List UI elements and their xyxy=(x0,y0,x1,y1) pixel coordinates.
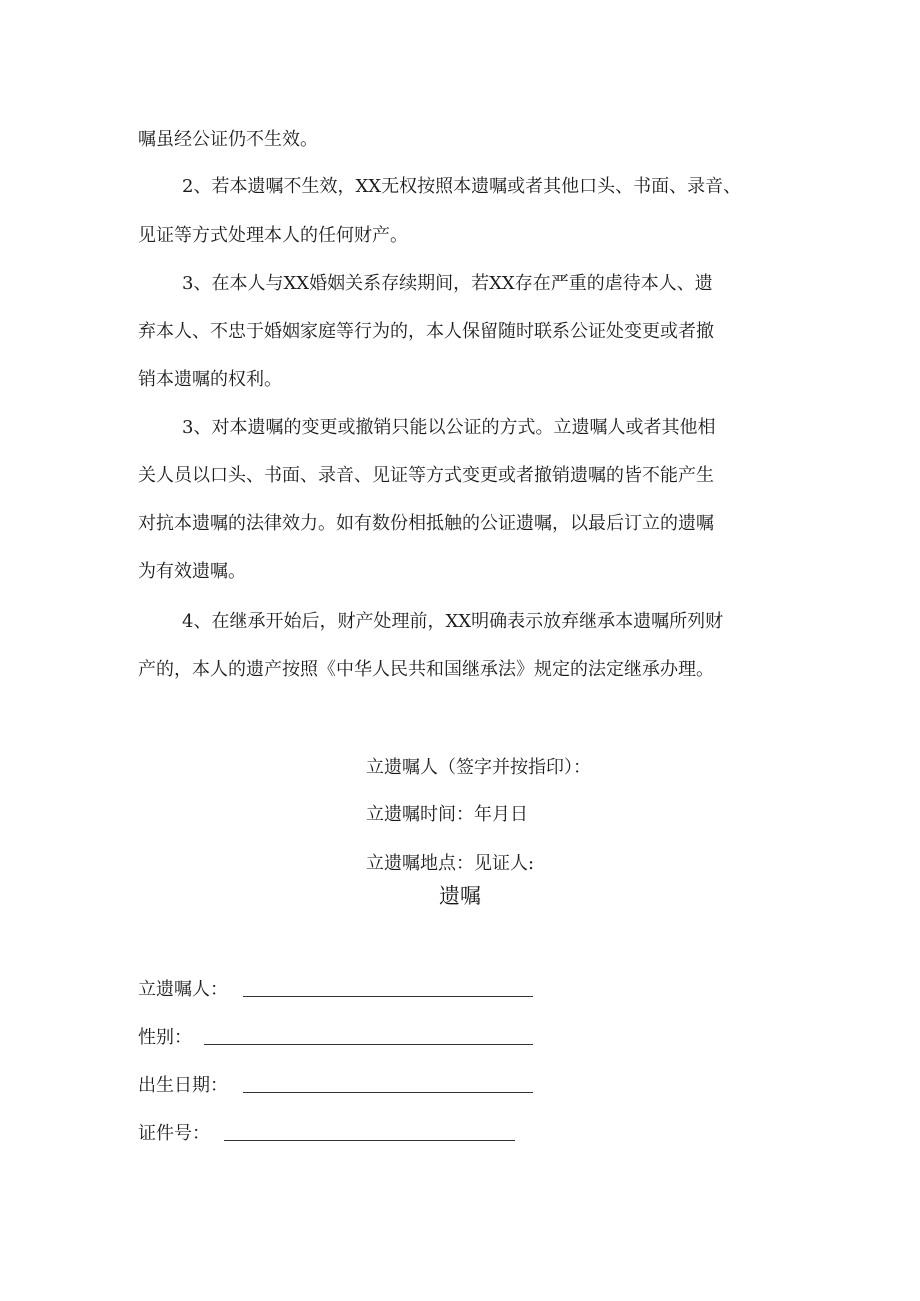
gender-underline[interactable] xyxy=(204,1044,533,1045)
signature-time: 立遗嘱时间：年月日 xyxy=(366,804,528,825)
body-line: 为有效遗嘱。 xyxy=(138,561,246,582)
body-line: 4、在继承开始后，财产处理前，XX明确表示放弃继承本遗嘱所列财 xyxy=(182,611,724,632)
id-number-label: 证件号： xyxy=(138,1123,210,1144)
body-line: 2、若本遗嘱不生效，XX无权按照本遗嘱或者其他口头、书面、录音、 xyxy=(182,176,742,197)
body-line: 销本遗嘱的权利。 xyxy=(138,369,282,390)
signature-testator: 立遗嘱人（签字并按指印）： xyxy=(366,757,591,778)
gender-label: 性别： xyxy=(138,1027,192,1048)
signature-place-witness: 立遗嘱地点：见证人: xyxy=(366,853,535,874)
body-line: 对抗本遗嘱的法律效力。如有数份相抵触的公证遗嘱，以最后订立的遗嘱 xyxy=(138,513,714,534)
name-underline[interactable] xyxy=(243,996,533,997)
body-line: 3、在本人与XX婚姻关系存续期间，若XX存在严重的虐待本人、遗 xyxy=(182,273,713,294)
body-line: 见证等方式处理本人的任何财产。 xyxy=(138,225,408,246)
body-line: 嘱虽经公证仍不生效。 xyxy=(138,129,318,150)
body-line: 弃本人、不忠于婚姻家庭等行为的，本人保留随时联系公证处变更或者撤 xyxy=(138,321,714,342)
birth-date-underline[interactable] xyxy=(243,1092,533,1093)
name-label: 立遗嘱人： xyxy=(138,979,228,1000)
form-title: 遗嘱 xyxy=(439,884,481,908)
body-line: 产的，本人的遗产按照《中华人民共和国继承法》规定的法定继承办理。 xyxy=(138,659,714,680)
body-line: 关人员以口头、书面、录音、见证等方式变更或者撤销遗嘱的皆不能产生 xyxy=(138,465,714,486)
body-line: 3、对本遗嘱的变更或撤销只能以公证的方式。立遗嘱人或者其他相 xyxy=(182,417,716,438)
id-number-underline[interactable] xyxy=(224,1140,515,1141)
birth-date-label: 出生日期： xyxy=(138,1075,228,1096)
